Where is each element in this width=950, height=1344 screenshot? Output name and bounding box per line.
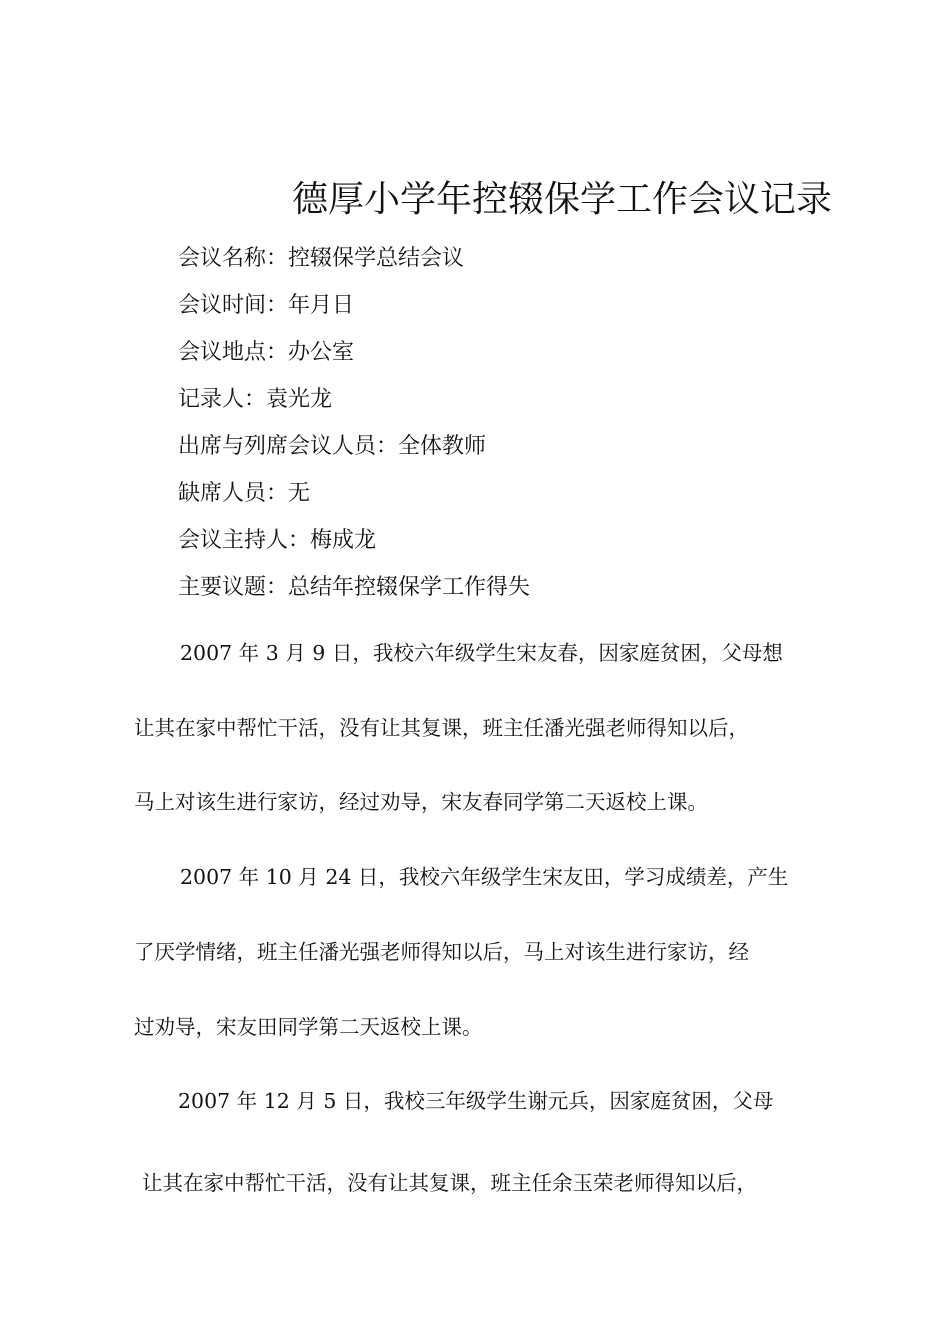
paragraph-1-line-2: 让其在家中帮忙干活，没有让其复课，班主任潘光强老师得知以后， xyxy=(134,716,749,740)
meeting-time-value: 年月日 xyxy=(288,293,355,318)
meeting-time-row xyxy=(178,285,878,332)
main-topic-label: 主要议题： xyxy=(178,575,289,600)
meeting-place-row xyxy=(178,332,878,379)
main-topic-row xyxy=(178,567,878,614)
paragraph-2-line-2: 了厌学情绪，班主任潘光强老师得知以后，马上对该生进行家访，经 xyxy=(134,940,749,964)
meeting-place-value: 办公室 xyxy=(288,340,355,365)
paragraph-1-line-3: 马上对该生进行家访，经过劝导，宋友春同学第二天返校上课。 xyxy=(134,790,708,814)
paragraph-3-line-2: 让其在家中帮忙干活，没有让其复课，班主任余玉荣老师得知以后， xyxy=(142,1171,757,1195)
host-value: 梅成龙 xyxy=(310,528,377,553)
meeting-name-row xyxy=(178,238,878,285)
recorder-value: 袁光龙 xyxy=(266,387,333,412)
main-topic-value: 总结年控辍保学工作得失 xyxy=(288,575,531,600)
meeting-name-label: 会议名称： xyxy=(178,246,289,271)
absentees-value: 无 xyxy=(288,481,311,506)
document-title: 德厚小学年控辍保学工作会议记录 xyxy=(292,179,833,220)
meeting-name-value: 控辍保学总结会议 xyxy=(288,246,465,271)
paragraph-2-line-3: 过劝导，宋友田同学第二天返校上课。 xyxy=(134,1015,483,1039)
host-label: 会议主持人： xyxy=(178,528,311,553)
paragraph-2-line-1: 2007 年 10 月 24 日，我校六年级学生宋友田，学习成绩差，产生 xyxy=(180,865,789,889)
meeting-info xyxy=(178,238,878,614)
paragraph-1-line-1: 2007 年 3 月 9 日，我校六年级学生宋友春，因家庭贫困，父母想 xyxy=(180,641,783,665)
attendees-value: 全体教师 xyxy=(398,434,487,459)
absentees-row xyxy=(178,473,878,520)
recorder-label: 记录人： xyxy=(178,387,267,412)
attendees-label: 出席与列席会议人员： xyxy=(178,434,399,459)
absentees-label: 缺席人员： xyxy=(178,481,289,506)
attendees-row xyxy=(178,426,878,473)
recorder-row xyxy=(178,379,878,426)
meeting-time-label: 会议时间： xyxy=(178,293,289,318)
meeting-place-label: 会议地点： xyxy=(178,340,289,365)
host-row xyxy=(178,520,878,567)
paragraph-3-line-1: 2007 年 12 月 5 日，我校三年级学生谢元兵，因家庭贫困，父母 xyxy=(178,1089,774,1113)
